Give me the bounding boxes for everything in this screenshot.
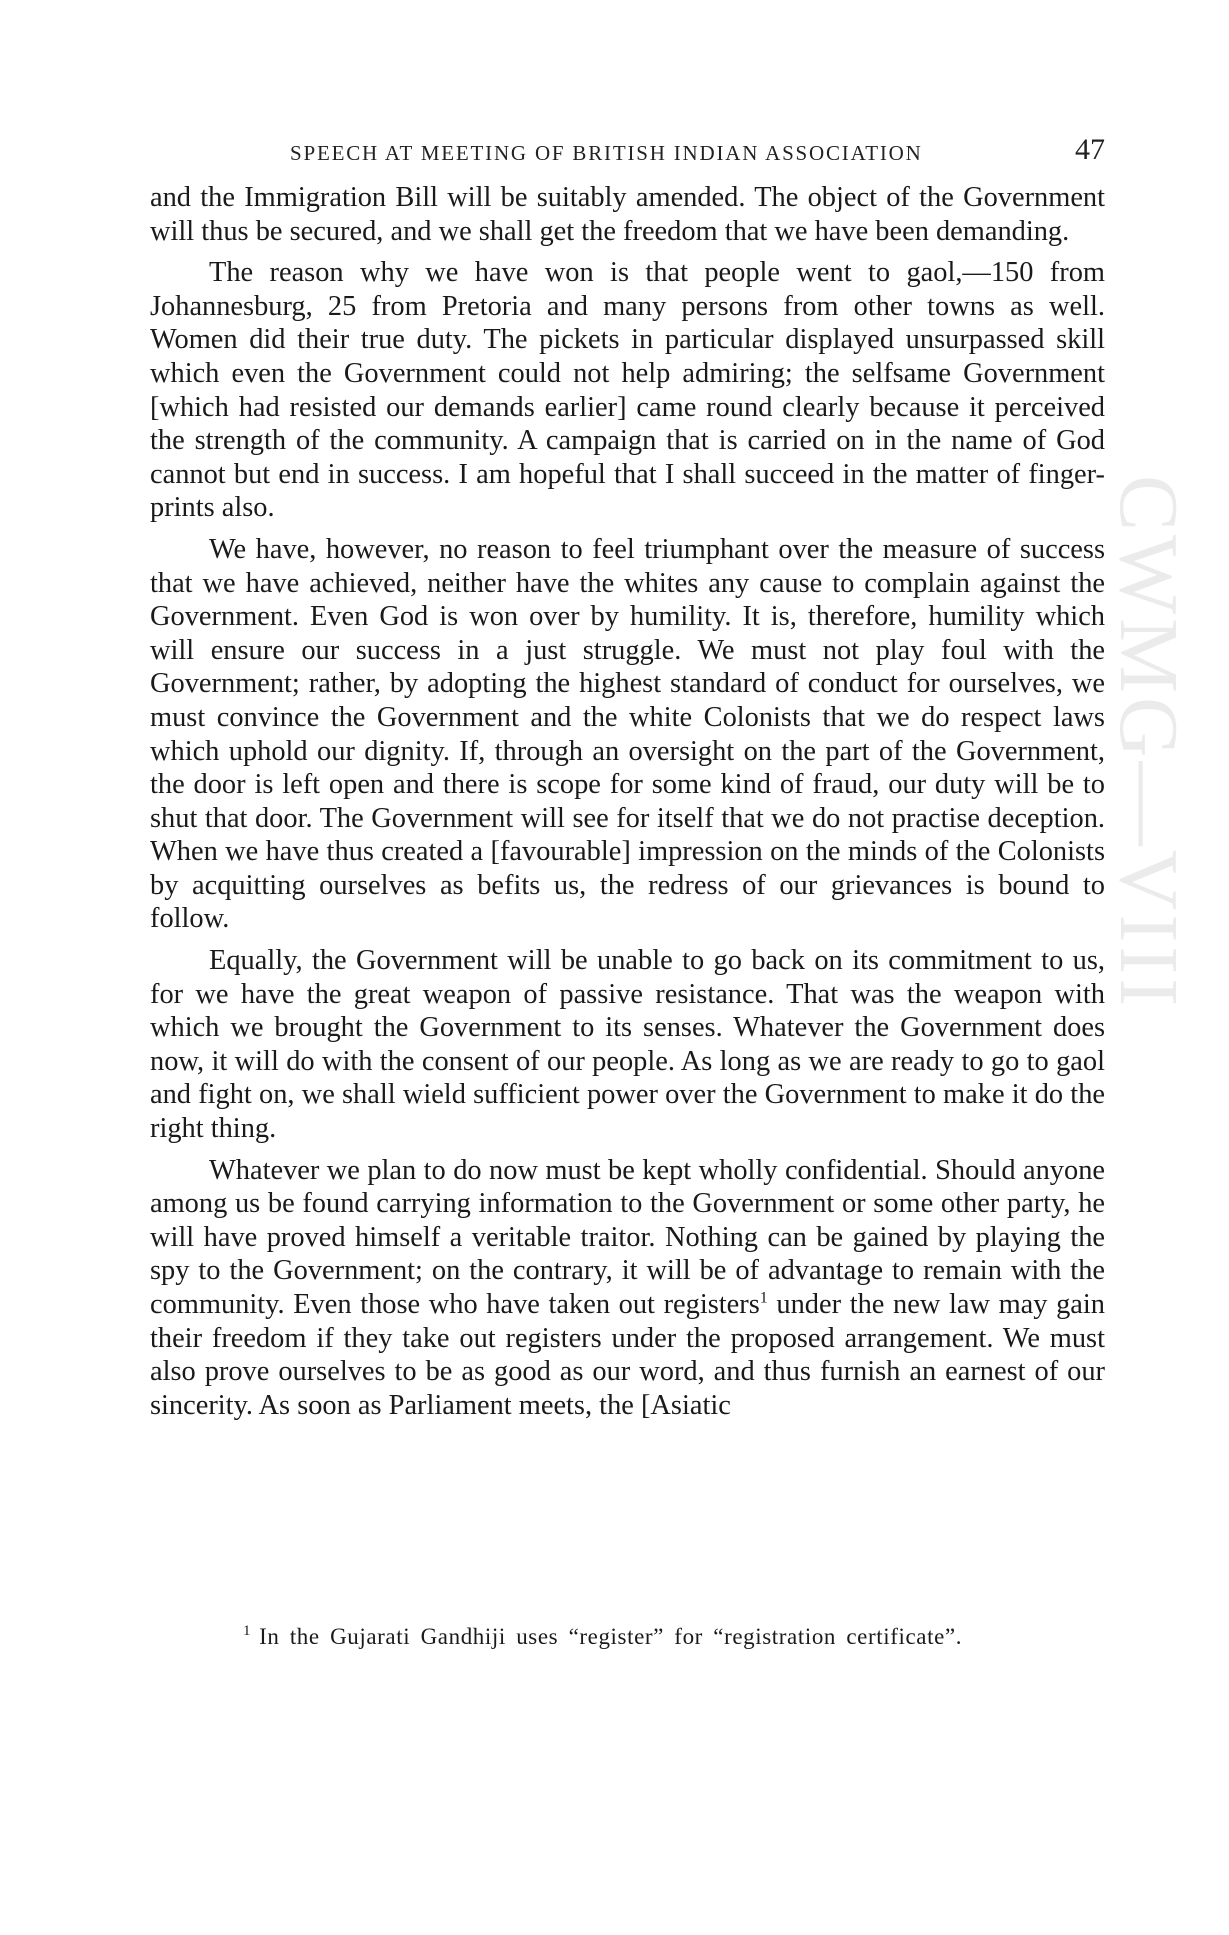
body-text <box>150 181 1105 1430</box>
paragraph-1: and the Immigration Bill will be suitably amended. The object of the Government will thus be secured, and we shall get the freedom that we have been demanding. <box>150 182 1105 247</box>
page-number: 47 <box>1075 133 1105 166</box>
footnote-mark: 1 <box>243 1623 252 1640</box>
footnote-reference: 1 <box>759 1289 768 1307</box>
paragraph-5 <box>150 1154 1105 1423</box>
paragraph-3: We have, however, no reason to feel triumphant over the measure of success that we have achieved, neither have the whites any cause to complain against the Government. Even God is won over by humility. It is, therefore, humility which will ensure our success in a just struggle. We must not play foul with the Government; rather, by adopting the highest standard of conduct for ourselves, we must convince the Government and the white Colonists that we do respect laws which uphold our dignity. If, through an oversight on the part of the Government, the door is left open and there is scope for some kind of fraud, our duty will be to shut that door. The Government will see for itself that we do not practise deception. When we have thus created a [favourable] impression on the minds of the Colonists by acquitting ourselves as befits us, the redress of our grievances is bound to follow. <box>150 533 1105 935</box>
watermark: CWMG—VIII <box>1102 475 1195 1011</box>
paragraph-5-before: Whatever we plan to do now must be kept wholly confidential. Should anyone among us be found carrying information to the Government or some other party, he will have proved himself a veritable traitor. Nothing can be gained by playing the spy to the Government; on the contrary, it will be of advantage to remain with the community. Even those who have taken out registers <box>150 1154 1105 1320</box>
paragraph-2: The reason why we have won is that people went to gaol,—150 from Johannesburg, 25 from Pretoria and many persons from other towns as well. Women did their true duty. The pickets in particular displayed unsurpassed skill which even the Government could not help admiring; the selfsame Government [which had resisted our demands earlier] came round clearly because it perceived the strength of the community. A campaign that is carried on in the name of God cannot but end in success. I am hopeful that I shall succeed in the matter of finger-prints also. <box>150 257 1105 524</box>
paragraph-5-after: under the new law may gain their freedom if they take out registers under the proposed arrangement. We must also prove ourselves to be as good as our word, and thus furnish an earnest of our sincerity. As soon as Parliament meets, the [Asiatic <box>150 1289 1105 1421</box>
page-header <box>150 133 1105 173</box>
footnote-text: In the Gujarati Gandhiji uses “register” for “registration certificate”. <box>259 1624 963 1649</box>
running-head: SPEECH AT MEETING OF BRITISH INDIAN ASSOCIATION <box>290 141 923 165</box>
footnote <box>243 1623 1123 1651</box>
paragraph-4: Equally, the Government will be unable to go back on its commitment to us, for we have the great weapon of passive resistance. That was the weapon with which we brought the Government to its senses. Whatever the Government does now, it will do with the consent of our people. As long as we are ready to go to gaol and fight on, we shall wield sufficient power over the Government to make it do the right thing. <box>150 945 1105 1145</box>
